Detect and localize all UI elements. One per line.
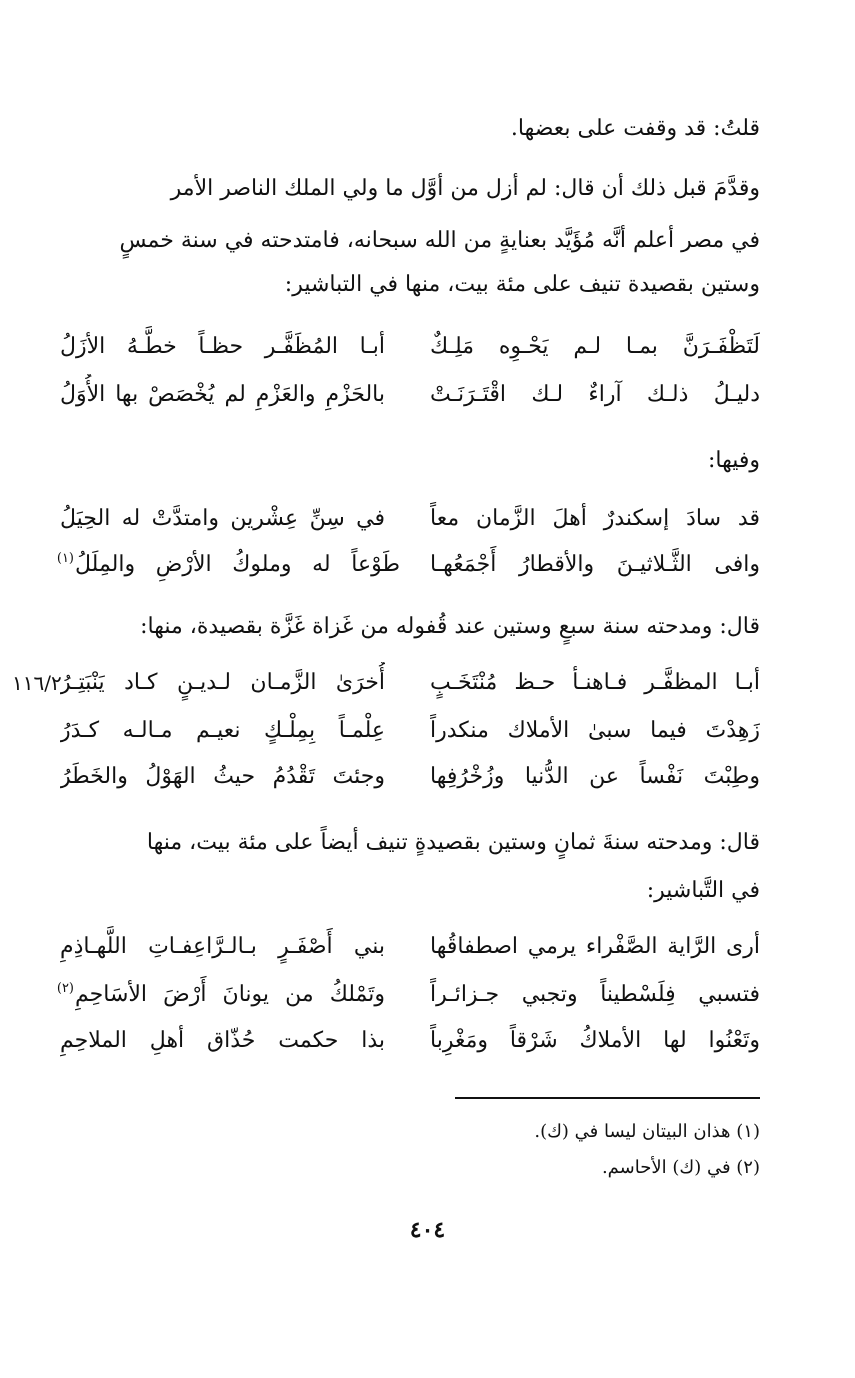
paragraph-line: وقدَّمَ قبل ذلك أن قال: لم أزل من أوَّل ما ولي الملك الناصر الأمر [170,176,760,201]
verse-second-hemistich: وجئتَ تَقْدُمُ حيثُ الهَوْلُ والخَطَرُ [60,764,385,789]
paragraph-line: قال: ومدحته سنةَ ثمانٍ وستين بقصيدةٍ تنيف أيضاً على مئة بيت، منها [146,830,760,855]
verse-second-hemistich: بالحَزْمِ والعَزْمِ لم يُخْصَصْ بها الأُوَلُ [60,382,385,407]
verse-line [56,544,760,586]
verse-first-hemistich: لَتَظْفَـرَنَّ بمـا لـم يَحْـوِه مَلِـكٌ [430,334,760,359]
verse-line [60,498,760,540]
verse-first-hemistich: أرى الرَّاية الصَّفْراء يرمي اصطفاقُها [430,934,760,959]
footnote-marker: (١) [56,551,74,566]
verse-second-hemistich: طَوْعاً له وملوكُ الأرْضِ والمِلَلُ [75,552,400,577]
verse-second-hemistich: وتَمْلكُ من يونانَ أَرْضَ الأسَاحِمِ [75,982,385,1007]
paragraph-line: في التَّباشير: [646,878,760,903]
verse-line [60,326,760,368]
paragraph-line: قال: ومدحته سنة سبعٍ وستين عند قُفوله من غَزاة غَزَّة بقصيدة، منها: [140,614,760,639]
verse-first-hemistich: وطِبْتَ نَفْساً عن الدُّنيا وزُخْرُفِها [430,764,760,789]
verse-second-hemistich: بذا حكمت حُذّاق أهلِ الملاحِمِ [60,1028,385,1053]
verse-line [56,974,760,1016]
verse-second-hemistich: أبـا المُظَفَّـر حظـاً خطَّـهُ الأزَلُ [60,334,385,359]
verse-first-hemistich: وافى الثَّـلاثيـنَ والأقطارُ أَجْمَعُهـا [430,552,760,577]
verse-second-hemistich: أُخرَىٰ الزَّمـان لـديـنٍ كـاد يَنْبَتِـرُ [60,670,385,695]
verse-first-hemistich: قد سادَ إسكندرٌ أهلَ الزَّمان معاً [430,506,760,531]
paragraph-qultu: قلتُ: قد وقفت على بعضها. [510,116,760,141]
footnote-marker: (٢) [56,981,74,996]
footnote: (٢) في (ك) الأحاسم. [601,1157,760,1178]
paragraph-line: في مصر أعلم أنَّه مُؤَيَّد بعنايةٍ من الله سبحانه، فامتدحته في سنة خمسٍ [119,228,760,253]
verse-line [60,374,760,416]
verse-line [60,926,760,968]
verse-line [60,756,760,798]
verse-line [60,662,760,704]
verse-line [60,1020,760,1062]
margin-reference: ١١٦/٢ [12,671,62,695]
paragraph-line: وفيها: [707,448,760,473]
verse-first-hemistich: فتسبي فِلَسْطيناً وتجبي جـزائـراً [430,982,760,1007]
page-number: ٤٠٤ [409,1217,446,1243]
footnote: (١) هذان البيتان ليسا في (ك). [534,1121,760,1142]
paragraph-line: وستين بقصيدة تنيف على مئة بيت، منها في التباشير: [284,272,760,297]
footnote-separator [455,1097,760,1099]
verse-second-hemistich: بني أَصْفَـرٍ بـالـرَّاعِفـاتِ اللَّهـاذِمِ [60,934,385,959]
verse-second-hemistich: في سِنِّ عِشْرين وامتدَّتْ له الحِيَلُ [60,506,385,531]
verse-line [60,710,760,752]
verse-first-hemistich: وتَعْنُوا لها الأملاكُ شَرْقاً ومَغْرِباً [430,1028,760,1053]
verse-first-hemistich: زَهِدْتَ فيما سبىٰ الأملاك منكدراً [430,718,760,743]
verse-first-hemistich: دليـلُ ذلـك آراءٌ لـك اقْتَـرَنَـتْ [430,382,760,407]
verse-second-hemistich: عِلْمـاً بِمِلْـكٍ نعيـم مـالـه كـدَرُ [60,718,385,743]
verse-first-hemistich: أبـا المظفَّـر فـاهنـأ حـظ مُنْتَخَـبٍ [430,670,760,695]
